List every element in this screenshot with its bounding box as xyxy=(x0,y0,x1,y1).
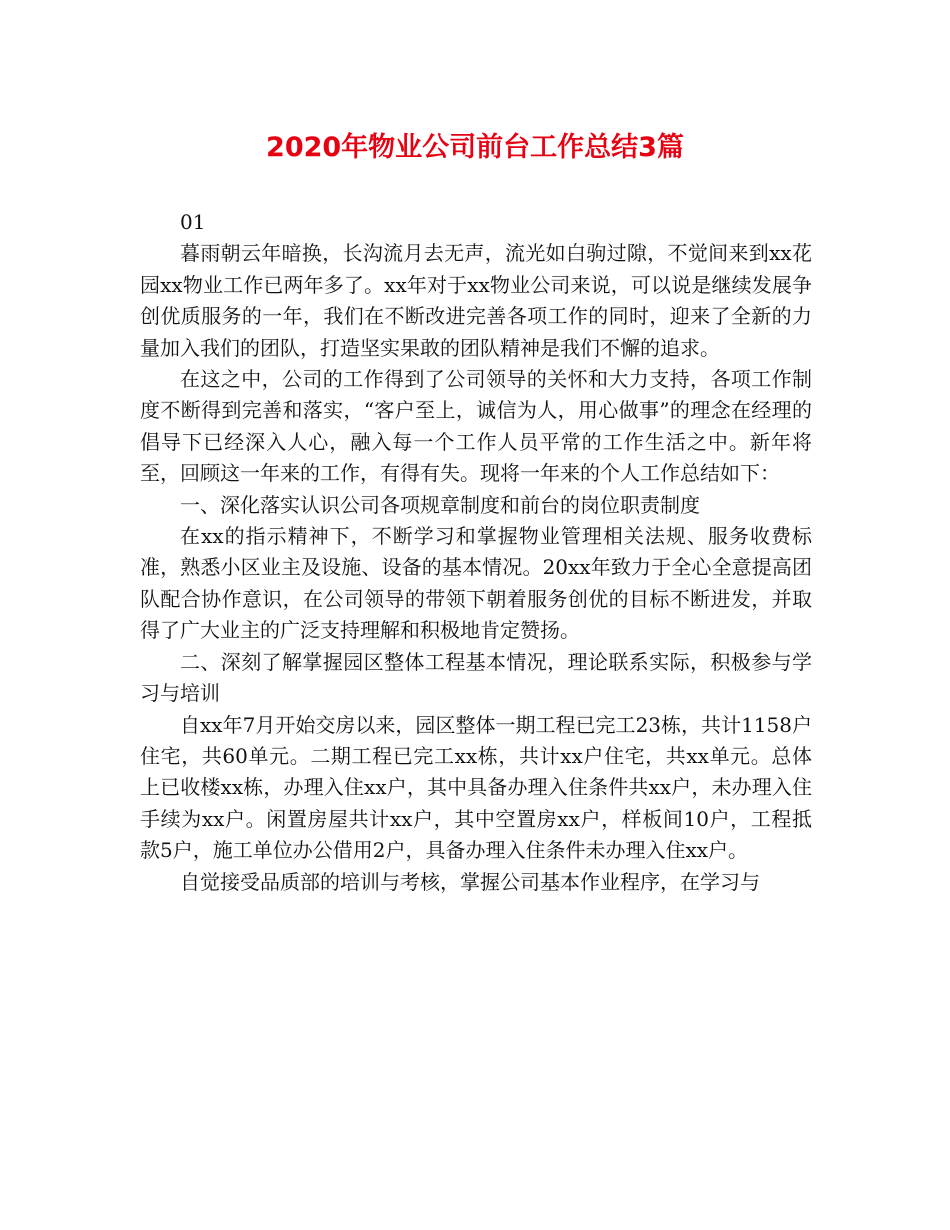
section-index: 01 xyxy=(180,210,206,234)
paragraph-section-2: 自xx年7月开始交房以来，园区整体一期工程已完工23栋，共计1158户住宅，共60单元。二期工程已完工xx栋，共计xx户住宅，共xx单元。总体上已收楼xx栋，办理入住xx户，其中具备办理入住条件共xx户，未办理入住手续为xx户。闲置房屋共计xx户，其中空置房xx户，样板间10户，工程抵款5户，施工单位办公借用2户，具备办理入住条件未办理入住xx户。 xyxy=(140,712,812,863)
section-heading-1: 一、深化落实认识公司各项规章制度和前台的岗位职责制度 xyxy=(180,492,700,517)
paragraph-section-1: 在xx的指示精神下，不断学习和掌握物业管理相关法规、服务收费标准，熟悉小区业主及设施、设备的基本情况。20xx年致力于全心全意提高团队配合协作意识，在公司领导的带领下朝着服务创优的目标不断进发，并取得了广大业主的广泛支持理解和积极地肯定赞扬。 xyxy=(140,524,812,643)
document-title: 2020年物业公司前台工作总结3篇 xyxy=(266,132,684,163)
section-heading-2: 二、深刻了解掌握园区整体工程基本情况，理论联系实际，积极参与学习与培训 xyxy=(140,649,812,706)
paragraph-intro: 暮雨朝云年暗换，长沟流月去无声，流光如白驹过隙，不觉间来到xx花园xx物业工作已两年多了。xx年对于xx物业公司来说，可以说是继续发展争创优质服务的一年，我们在不断改进完善各项工作的同时，迎来了全新的力量加入我们的团队，打造坚实果敢的团队精神是我们不懈的追求。 xyxy=(140,241,812,360)
paragraph-context: 在这之中，公司的工作得到了公司领导的关怀和大力支持，各项工作制度不断得到完善和落实，“客户至上，诚信为人，用心做事”的理念在经理的倡导下已经深入人心，融入每一个工作人员平常的工作生活之中。新年将至，回顾这一年来的工作，有得有失。现将一年来的个人工作总结如下： xyxy=(140,367,812,486)
paragraph-training: 自觉接受品质部的培训与考核，掌握公司基本作业程序，在学习与 xyxy=(180,869,760,894)
document-body xyxy=(140,207,812,898)
